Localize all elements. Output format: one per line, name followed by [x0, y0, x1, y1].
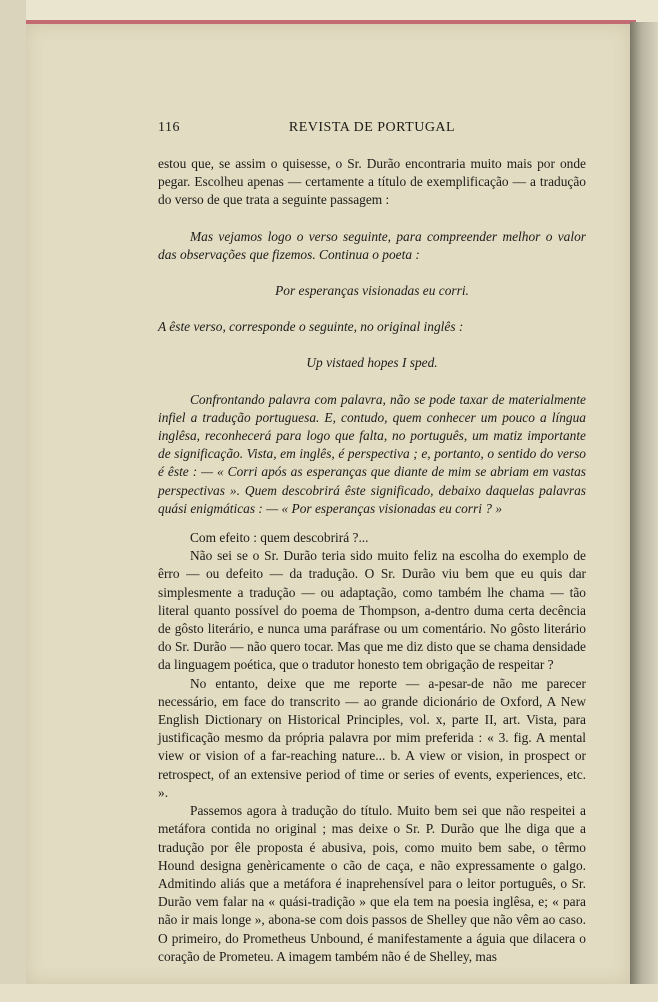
paragraph: Não sei se o Sr. Durão teria sido muito feliz na escolha do exemplo de êrro — ou defeito — da tradução. O Sr. Durão viu bem que eu quis dar simplesmente a tradução — ou adaptação, como também lhe chama — tão literal quanto possível do poema de Thompson, a-dentro duma certa decência de gôsto literário, e nunca uma paráfrase ou um comentário. No gôsto literário do Sr. Durão — não quero tocar. Mas que me diz disto que se chama densidade da linguagem poética, que o tradutor honesto tem obrigação de respeitar ? [158, 548, 586, 673]
page-header [158, 120, 586, 138]
paragraph: Com efeito : quem descobrirá ?... [190, 530, 369, 546]
paragraph: Passemos agora à tradução do título. Muito bem sei que não respeitei a metáfora contida no original ; mas deixe o Sr. P. Durão que lhe diga que a tradução por êle proposta é abusiva, pois, como muito bem sabe, o têrmo Hound designa genèricamente o cão de caça, e não expressamente o galgo. Admitindo aliás que a metáfora é inaprehensível para o leitor português, o Sr. Durão vem falar na « quási-tradição » que ela tem na poesia inglêsa, e; « para não ir mais longe », abona-se com dois passos de Shelley que não vêm ao caso. O primeiro, do Prometheus Unbound, é manifestamente a águia que dilacera o coração de Prometeu. A imagem também não é de Shelley, mas [158, 803, 586, 964]
bottom-margin [0, 984, 658, 1002]
left-page-edge [0, 0, 26, 1002]
paragraph: No entanto, deixe que me reporte — a-pesar-de não me parecer necessário, em face do transcrito — ao grande dicionário de Oxford, A New English Dictionary on Historical Principles, vol. x, parte II, art. Vista, para justificação mesmo da própria palavra por mim preferida : « 3. fig. A mental view or vision of a far-reaching nature... b. A view or vision, in prospect or retrospect, of an extensive period of time or series of events, experiences, etc. ». [158, 675, 586, 800]
verse-english: Up vistaed hopes I sped. [306, 355, 438, 371]
quoted-paragraph: Confrontando palavra com palavra, não se pode taxar de materialmente infiel a tradução portuguesa. E, contudo, quem conhecer um pouco a língua inglêsa, reconhecerá para logo que falta, no português, um matiz importante de significação. Vista, em inglês, é perspectiva ; e, portanto, o sentido do verso é êste : — « Corri após as esperanças que diante de mim se abriam em vastas perspectivas ». Quem descobrirá êste significado, debaixo daquelas palavras quási enigmáticas : — « Por esperanças visionadas eu corri ? » [158, 391, 586, 516]
running-title: REVISTA DE PORTUGAL [288, 120, 456, 135]
paragraph: estou que, se assim o quisesse, o Sr. Durão encontraria muito mais por onde pegar. Escolheu apenas — certamente a título de exemplificação — a tradução do verso de que trata a seguinte passagem : [158, 156, 586, 208]
verse-portuguese: Por esperanças visionadas eu corri. [275, 283, 469, 299]
right-page-edge [630, 22, 658, 1002]
page-number: 116 [158, 120, 180, 135]
quoted-paragraph: A êste verso, corresponde o seguinte, no original inglês : [158, 319, 464, 335]
quoted-paragraph: Mas vejamos logo o verso seguinte, para compreender melhor o valor das observações que fizemos. Continua o poeta : [158, 228, 586, 262]
body-text [158, 155, 586, 966]
